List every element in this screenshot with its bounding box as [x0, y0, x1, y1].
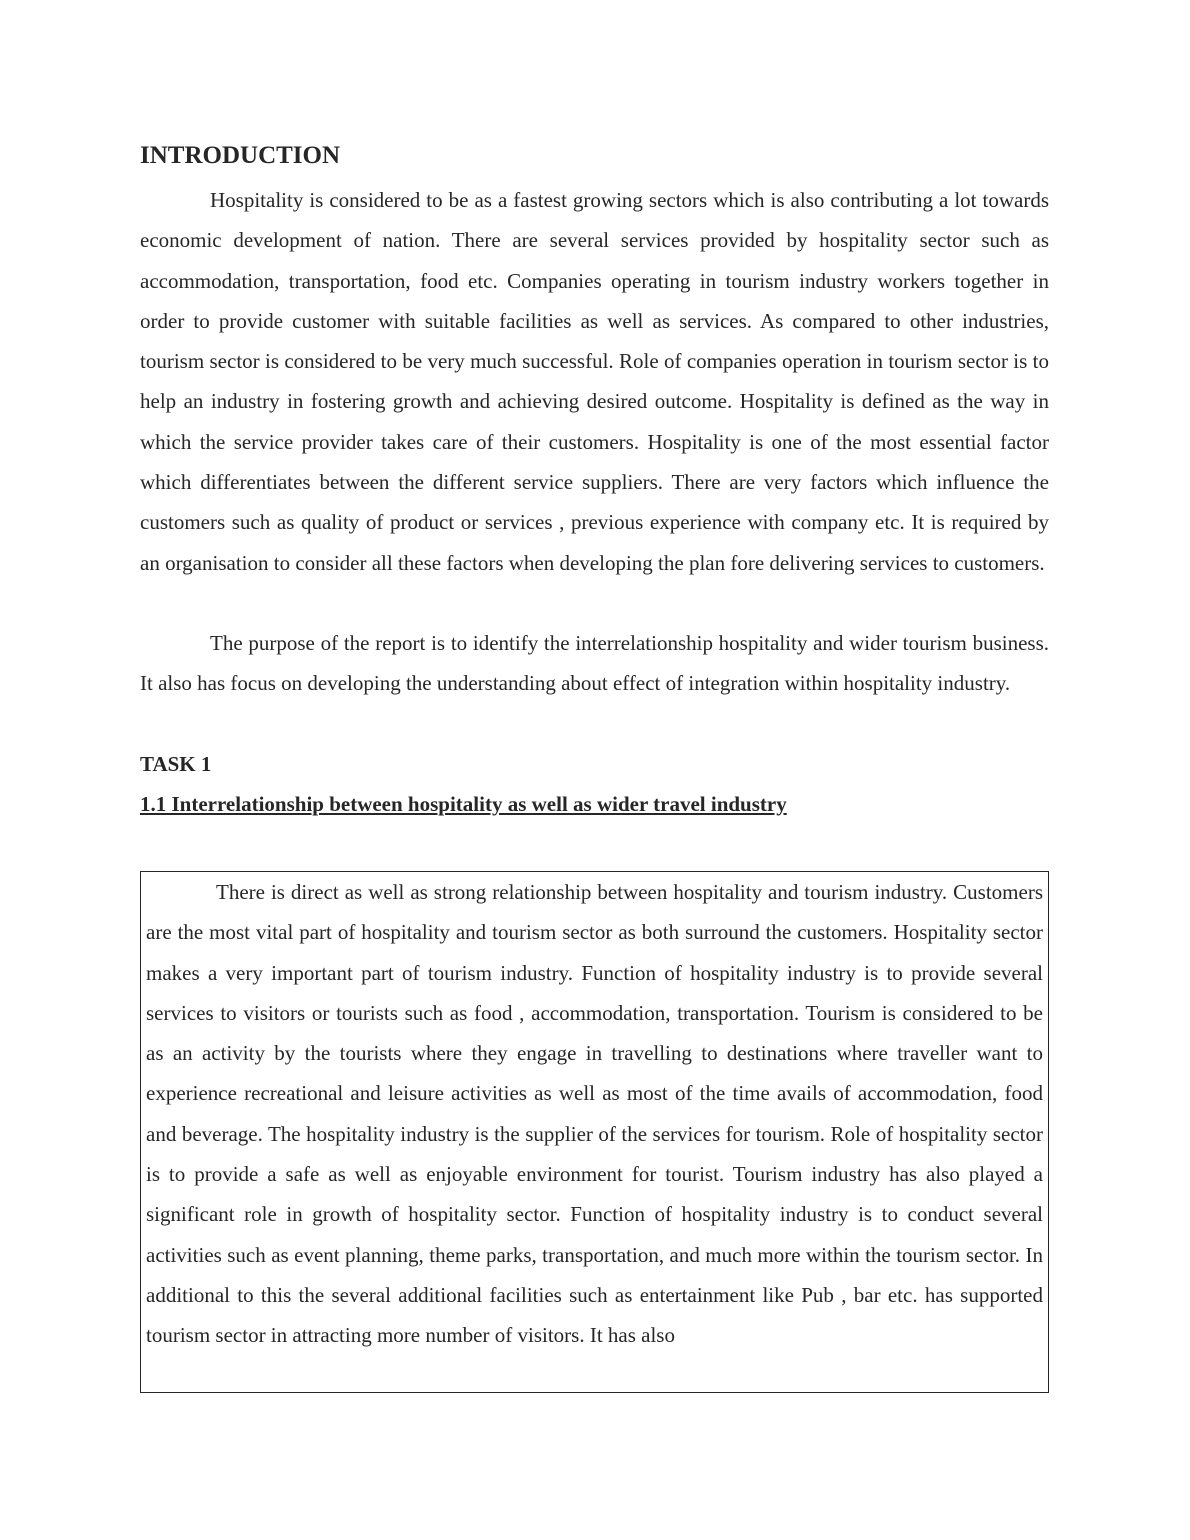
section-1-1-heading: 1.1 Interrelationship between hospitality as well as wider travel industry [140, 792, 787, 816]
boxed-paragraph: There is direct as well as strong relationship between hospitality and tourism industry. Customers are the most vital part of hospitality and tourism sector as both surround the customers. Hospitality sector makes a very important part of tourism industry. Function of hospitality industry is to provide several services to visitors or tourists such as food , accommodation, transportation. Tourism is considered to be as an activity by the tourists where they engage in travelling to destinations where traveller want to experience recreational and leisure activities as well as most of the time avails of accommodation, food and beverage. The hospitality industry is the supplier of the services for tourism. Role of hospitality sector is to provide a safe as well as enjoyable environment for tourist. Tourism industry has also played a significant role in growth of hospitality sector. Function of hospitality industry is to conduct several activities such as event planning, theme parks, transportation, and much more within the tourism sector. In additional to this the several additional facilities such as entertainment like Pub , bar etc. has supported tourism sector in attracting more number of visitors. It has also [146, 880, 1043, 1348]
bordered-text-box [140, 871, 1049, 1393]
introduction-paragraph: The purpose of the report is to identify the interrelationship hospitality and wider tourism business. It also has focus on developing the understanding about effect of integration within hospitality industry. [140, 631, 1049, 696]
introduction-paragraph-2-block [140, 623, 1049, 704]
introduction-heading: INTRODUCTION [140, 142, 341, 169]
task-1-heading: TASK 1 [140, 752, 212, 776]
introduction-paragraph: Hospitality is considered to be as a fastest growing sectors which is also contributing a lot towards economic development of nation. There are several services provided by hospitality sector such as accommodation, transportation, food etc. Companies operating in tourism industry workers together in order to provide customer with suitable facilities as well as services. As compared to other industries, tourism sector is considered to be very much successful. Role of companies operation in tourism sector is to help an industry in fostering growth and achieving desired outcome. Hospitality is defined as the way in which the service provider takes care of their customers. Hospitality is one of the most essential factor which differentiates between the different service suppliers. There are very factors which influence the customers such as quality of product or services , previous experience with company etc. It is required by an organisation to consider all these factors when developing the plan fore delivering services to customers. [140, 188, 1049, 575]
introduction-paragraph-1-block [140, 180, 1049, 583]
